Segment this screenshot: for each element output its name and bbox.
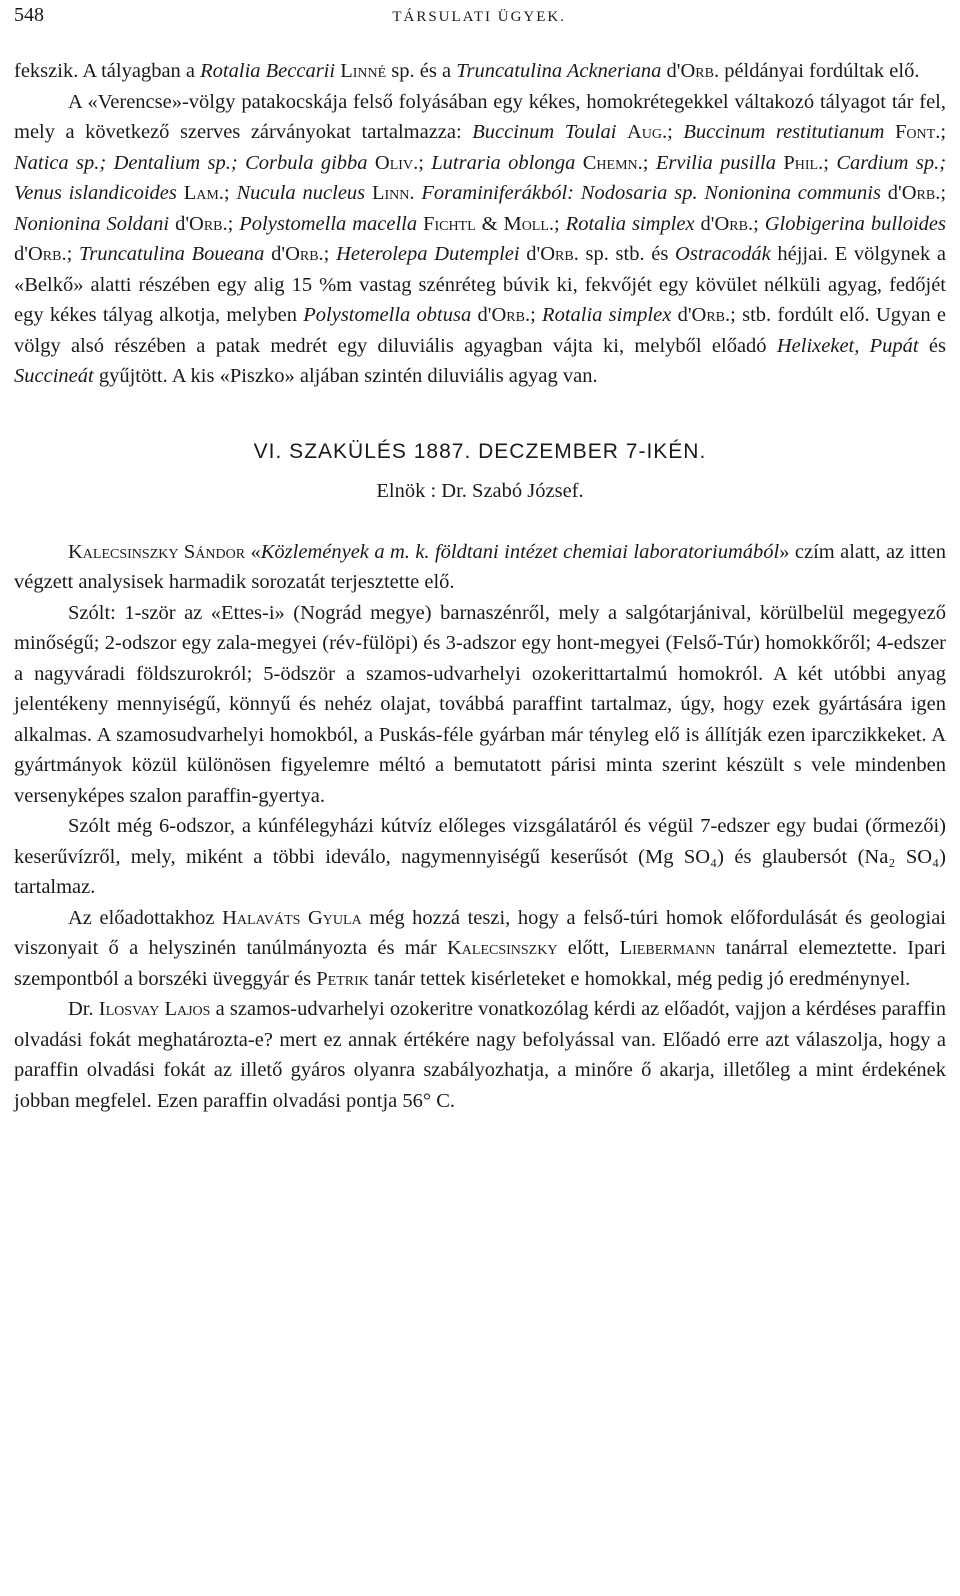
small-caps-name: Ilosvay Lajos [98, 998, 211, 1020]
italic-text: Rotalia Beccarii [200, 60, 336, 82]
text-run: fekszik. A tályagban a [14, 60, 201, 82]
small-caps-name: Orb [540, 243, 574, 265]
chair-line: Elnök : Dr. Szabó József. [376, 479, 584, 502]
text-run: .; [818, 151, 837, 174]
small-caps-name: Orb [27, 243, 62, 265]
text-run: .; [661, 121, 684, 143]
small-caps-name: Oliv [374, 151, 414, 174]
text-run: .; [222, 212, 240, 235]
italic-text: Lutraria oblonga [431, 151, 576, 174]
text-run [575, 152, 582, 174]
small-caps-name: Chemn [582, 151, 638, 174]
italic-text: Globigerina bulloides [764, 212, 946, 235]
text-run: . [409, 182, 422, 204]
small-caps-name: Lam [183, 182, 219, 204]
italic-text: Rotalia simplex [565, 212, 695, 235]
italic-text: Helixeket, Pupát [776, 334, 919, 357]
text-run: Szólt: 1-ször az «Ettes-i» (Nográd megye) barnaszénről, mely a salgótarjánival, körülbelül megegyező minőségű; 2-odszor egy zala-megyei (rév-fülöpi) és 3-adszor egy hont-megyei (Felső-Túr) homokkőről; 4-edszer a nagyváradi földszurokról; 5-ödször a szamos-udvarhelyi ozokerittartalmú homokról. A két utóbbi anyag jelentékeny mennyiségű, könnyű és nehéz olajat, továbbá paraffint tartalmaz, úgy, hogy ezek gyártására igen alkalmas. A szamosudvarhelyi homokból, a Puskás-féle gyárban már tényleg elő is állítják ezen iparczikkeket. A gyártmányok közül különösen figyelemre méltó a bemutatott párisi minta szerint készült s vele mindenben versenyképes szalon paraffin-gyertya. [14, 601, 946, 807]
page-number: 548 [14, 4, 44, 26]
italic-text: Ostracodák [675, 243, 771, 265]
italic-text: Truncatulina Ackneriana [456, 60, 662, 82]
text-run: a szamos-udvarhelyi ozokeritre vonatkozólag kérdi az előadót, vajjon a kérdéses paraffin olvadási fokát meghatározta-e? mert ez annak értékére nagy befolyással van. Előadó erre azt válaszolja, hogy a paraffin olvadási fokát az illető gyáros olyanra szabályozhatja, a minőre ő akarja, illetőleg a mint érdekének jobban megfelel. Ezen paraffin olvadási pontja 56° C. [14, 998, 946, 1112]
paragraph-5 [14, 811, 946, 903]
text-run: . sp. stb. és [573, 243, 676, 265]
italic-text: Foraminiferákból: Nodosaria sp. Nonionina communis [421, 182, 881, 204]
text-run [368, 152, 375, 174]
text-run: .; [524, 304, 543, 326]
italic-text: Nucula nucleus [236, 182, 366, 204]
small-caps-name: Fichtl [423, 212, 476, 235]
text-run [884, 121, 895, 143]
text-run: .; [935, 121, 947, 143]
paragraph-3 [14, 537, 946, 598]
text-run: és [918, 334, 947, 357]
small-caps-name: Moll [503, 212, 549, 235]
italic-text: Rotalia simplex [542, 304, 672, 326]
section-title: VI. SZAKÜLÉS 1887. DECZEMBER 7-IKÉN. [253, 439, 707, 463]
text-run: .; [413, 151, 432, 174]
italic-text: Közlemények a m. k. földtani intézet chemiai laboratoriumából [260, 540, 780, 563]
small-caps-name: Phil [783, 151, 819, 174]
text-run: tanárral elemeztette. Ipari szempontból a borszéki üveggyár és [14, 937, 946, 990]
small-caps-name: Liebermann [619, 937, 716, 959]
small-caps-name: Kalecsinszky [446, 937, 558, 959]
text-run: előtt, [557, 937, 620, 959]
small-caps-name: Halaváts Gyula [222, 906, 362, 929]
italic-text: Natica sp.; Dentalium sp.; Corbula gibba [14, 151, 368, 174]
text-run: Dr. [68, 998, 99, 1020]
text-run: « [245, 540, 261, 563]
small-caps-name: Font [895, 121, 936, 143]
italic-text: Cardium sp.; Venus islandicoides [14, 151, 947, 204]
small-caps-name: Orb [691, 304, 726, 326]
text-run: .; [935, 182, 947, 204]
small-caps-name: Orb [680, 60, 714, 82]
text-run: gyűjtött. A kis «Piszko» aljában szintén diluviális agyag van. [93, 365, 598, 387]
italic-text: Polystomella macella [239, 212, 418, 235]
paragraph-7 [14, 994, 946, 1116]
small-caps-name: Linn [372, 182, 410, 204]
text-run: d' [169, 212, 190, 235]
text-run: .; [548, 212, 566, 235]
text-run [177, 182, 184, 204]
small-caps-name: Orb [714, 212, 748, 235]
text-run: .; [747, 212, 765, 235]
italic-text: Buccinum restitutianum [683, 121, 885, 143]
italic-text: Buccinum Toulai [472, 121, 617, 143]
text-run: & [475, 212, 504, 235]
italic-text: Polystomella obtusa [303, 304, 472, 326]
text-run [616, 121, 627, 143]
text-run: tanár tettek kisérleteket e homokkal, még pedig jó eredménynyel. [368, 967, 911, 990]
page-header [14, 4, 946, 34]
text-run: d' [694, 212, 715, 235]
text-run: A «Verencse»-völgy patakocskája felső folyásában egy kékes, homokrétegekkel váltakozó tályagot tár fel, mely a következő szerves zárványokat tartalmazza: [14, 90, 946, 143]
paragraph-6 [14, 903, 946, 995]
small-caps-name: Orb [189, 212, 223, 235]
italic-text: Succineát [14, 365, 94, 387]
text-run: még hozzá teszi, hogy a felső-túri homok előfordulását és geologiai viszonyait ő a helyszinén tanúlmányozta és már [14, 906, 946, 959]
text-run: d' [471, 304, 492, 326]
small-caps-name: Petrik [316, 967, 369, 990]
text-run: Szólt még 6-odszor, a kúnfélegyházi kútvíz előleges vizsgálatáról és végül 7-edszer egy budai (őrmezői) keserűvízről, mely, miként a többi ideválo, nagymennyiségű keserűsót (Mg SO₄) és glaubersót (Na₂ SO₄) tartalmaz. [14, 815, 946, 898]
small-caps-name: Orb [285, 243, 319, 265]
text-run: . példányai fordúltak elő. [713, 60, 920, 82]
text-run: d' [661, 60, 681, 82]
text-run [365, 182, 372, 204]
text-run: héjjai. E völgynek a «Belkő» alatti részében egy alig 15 %m vastag szénréteg búvik ki, fekvőjét egy kövület nélküli agyag, fedőjét egy kékes tályag alkotja, melyben [14, 243, 946, 326]
text-run: d' [264, 243, 286, 265]
text-run: .; [318, 243, 337, 265]
text-run: .; [637, 151, 656, 174]
text-run: .; stb. fordúlt elő. Ugyan e völgy alsó részében a patak medrét egy diluviális agyagban vájta ki, melyből előadó [14, 304, 946, 357]
text-run: Az előadottakhoz [68, 906, 223, 929]
paragraph-1 [14, 56, 946, 87]
text-run: d' [671, 304, 692, 326]
running-head: TÁRSULATI ÜGYEK. [392, 9, 566, 25]
small-caps-name: Aug [626, 121, 662, 143]
small-caps-name: Orb [491, 304, 525, 326]
text-run: .; [61, 243, 79, 265]
italic-text: Truncatulina Boueana [78, 243, 265, 265]
text-run: d' [880, 182, 902, 204]
italic-text: Ervilia pusilla [655, 151, 776, 174]
small-caps-name: Linné [340, 60, 387, 82]
text-run: d' [519, 243, 541, 265]
small-caps-name: Kalecsinszky Sándor [68, 540, 246, 563]
italic-text: Nonionina Soldani [14, 212, 170, 235]
text-run: sp. és a [386, 60, 457, 82]
small-caps-name: Orb [901, 182, 936, 204]
text-run: d' [14, 243, 28, 265]
italic-text: Heterolepa Dutemplei [336, 243, 520, 265]
paragraph-2 [14, 87, 946, 392]
text-run: .; [218, 182, 237, 204]
paragraph-4 [14, 598, 946, 812]
text-run: » czím alatt, az itten végzett analysisek harmadik sorozatát terjesztette elő. [14, 540, 947, 593]
